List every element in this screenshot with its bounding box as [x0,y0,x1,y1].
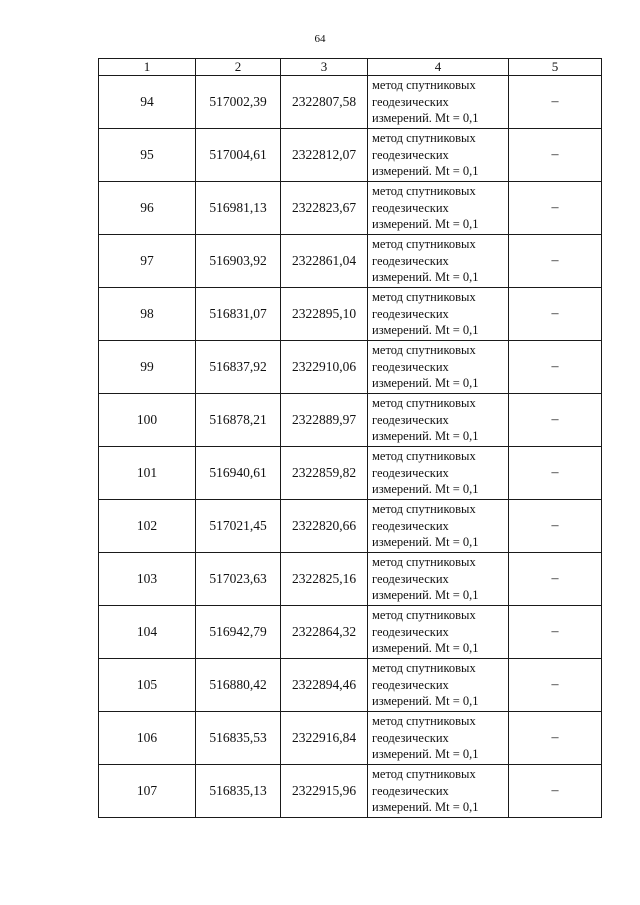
point-number-cell: 100 [99,394,196,447]
coordinates-table [98,58,602,818]
y-coordinate-cell: 2322823,67 [281,182,368,235]
method-line: метод спутниковых [372,290,476,305]
method-cell [368,500,509,553]
x-coordinate-cell: 517002,39 [196,76,281,129]
x-coordinate-cell: 516831,07 [196,288,281,341]
header-cell-1: 1 [99,59,196,76]
method-line: измерений. Mt = 0,1 [372,800,479,815]
method-line: геодезических [372,359,449,374]
method-line: метод спутниковых [372,396,476,411]
method-line: метод спутниковых [372,714,476,729]
y-coordinate-cell: 2322859,82 [281,447,368,500]
table-row [99,341,602,394]
x-coordinate-cell: 517004,61 [196,129,281,182]
point-number-cell: 98 [99,288,196,341]
method-cell [368,606,509,659]
x-coordinate-cell: 516835,13 [196,765,281,818]
method-line: геодезических [372,677,449,692]
note-cell: – [509,500,602,553]
x-coordinate-cell: 516981,13 [196,182,281,235]
x-coordinate-cell: 516835,53 [196,712,281,765]
method-line: геодезических [372,624,449,639]
x-coordinate-cell: 516940,61 [196,447,281,500]
y-coordinate-cell: 2322889,97 [281,394,368,447]
y-coordinate-cell: 2322910,06 [281,341,368,394]
note-cell: – [509,288,602,341]
y-coordinate-cell: 2322861,04 [281,235,368,288]
point-number-cell: 103 [99,553,196,606]
method-cell [368,235,509,288]
table-row [99,606,602,659]
x-coordinate-cell: 516903,92 [196,235,281,288]
table-body [99,76,602,818]
header-cell-5: 5 [509,59,602,76]
x-coordinate-cell: 516837,92 [196,341,281,394]
method-line: измерений. Mt = 0,1 [372,111,479,126]
method-cell [368,341,509,394]
y-coordinate-cell: 2322916,84 [281,712,368,765]
method-line: измерений. Mt = 0,1 [372,270,479,285]
method-line: геодезических [372,571,449,586]
table-row [99,765,602,818]
y-coordinate-cell: 2322820,66 [281,500,368,553]
method-line: измерений. Mt = 0,1 [372,535,479,550]
method-line: метод спутниковых [372,131,476,146]
method-cell [368,553,509,606]
method-line: метод спутниковых [372,555,476,570]
point-number-cell: 102 [99,500,196,553]
table-row [99,182,602,235]
method-line: измерений. Mt = 0,1 [372,217,479,232]
note-cell: – [509,553,602,606]
method-line: метод спутниковых [372,502,476,517]
table-row [99,288,602,341]
method-line: измерений. Mt = 0,1 [372,641,479,656]
table-row [99,500,602,553]
method-cell [368,447,509,500]
method-line: измерений. Mt = 0,1 [372,323,479,338]
y-coordinate-cell: 2322895,10 [281,288,368,341]
method-line: измерений. Mt = 0,1 [372,429,479,444]
method-line: метод спутниковых [372,608,476,623]
note-cell: – [509,712,602,765]
point-number-cell: 94 [99,76,196,129]
point-number-cell: 101 [99,447,196,500]
method-line: геодезических [372,783,449,798]
method-line: геодезических [372,306,449,321]
x-coordinate-cell: 517023,63 [196,553,281,606]
note-cell: – [509,447,602,500]
point-number-cell: 107 [99,765,196,818]
note-cell: – [509,235,602,288]
method-line: геодезических [372,94,449,109]
method-line: измерений. Mt = 0,1 [372,164,479,179]
x-coordinate-cell: 516880,42 [196,659,281,712]
method-line: измерений. Mt = 0,1 [372,482,479,497]
method-cell [368,288,509,341]
table-row [99,394,602,447]
x-coordinate-cell: 517021,45 [196,500,281,553]
table-row [99,76,602,129]
y-coordinate-cell: 2322812,07 [281,129,368,182]
method-cell [368,394,509,447]
note-cell: – [509,76,602,129]
method-cell [368,129,509,182]
note-cell: – [509,129,602,182]
x-coordinate-cell: 516878,21 [196,394,281,447]
point-number-cell: 97 [99,235,196,288]
note-cell: – [509,341,602,394]
method-cell [368,659,509,712]
method-line: метод спутниковых [372,343,476,358]
method-line: геодезических [372,465,449,480]
method-line: измерений. Mt = 0,1 [372,694,479,709]
header-cell-2: 2 [196,59,281,76]
point-number-cell: 95 [99,129,196,182]
x-coordinate-cell: 516942,79 [196,606,281,659]
point-number-cell: 106 [99,712,196,765]
method-cell [368,76,509,129]
method-line: метод спутниковых [372,767,476,782]
y-coordinate-cell: 2322915,96 [281,765,368,818]
point-number-cell: 105 [99,659,196,712]
table-row [99,659,602,712]
page-number: 64 [314,33,326,45]
method-cell [368,182,509,235]
note-cell: – [509,765,602,818]
table-row [99,129,602,182]
header-row [99,59,602,76]
table-row [99,712,602,765]
table-row [99,553,602,606]
method-line: метод спутниковых [372,184,476,199]
note-cell: – [509,182,602,235]
method-line: измерений. Mt = 0,1 [372,747,479,762]
y-coordinate-cell: 2322864,32 [281,606,368,659]
point-number-cell: 99 [99,341,196,394]
method-line: измерений. Mt = 0,1 [372,588,479,603]
method-line: геодезических [372,253,449,268]
note-cell: – [509,659,602,712]
method-line: метод спутниковых [372,78,476,93]
header-cell-4: 4 [368,59,509,76]
method-line: геодезических [372,147,449,162]
method-line: метод спутниковых [372,237,476,252]
note-cell: – [509,606,602,659]
method-line: геодезических [372,730,449,745]
method-cell [368,712,509,765]
method-line: геодезических [372,200,449,215]
method-line: метод спутниковых [372,449,476,464]
method-cell [368,765,509,818]
y-coordinate-cell: 2322894,46 [281,659,368,712]
method-line: метод спутниковых [372,661,476,676]
point-number-cell: 96 [99,182,196,235]
y-coordinate-cell: 2322807,58 [281,76,368,129]
table-row [99,447,602,500]
method-line: геодезических [372,412,449,427]
method-line: геодезических [372,518,449,533]
y-coordinate-cell: 2322825,16 [281,553,368,606]
table-row [99,235,602,288]
note-cell: – [509,394,602,447]
header-cell-3: 3 [281,59,368,76]
point-number-cell: 104 [99,606,196,659]
method-line: измерений. Mt = 0,1 [372,376,479,391]
